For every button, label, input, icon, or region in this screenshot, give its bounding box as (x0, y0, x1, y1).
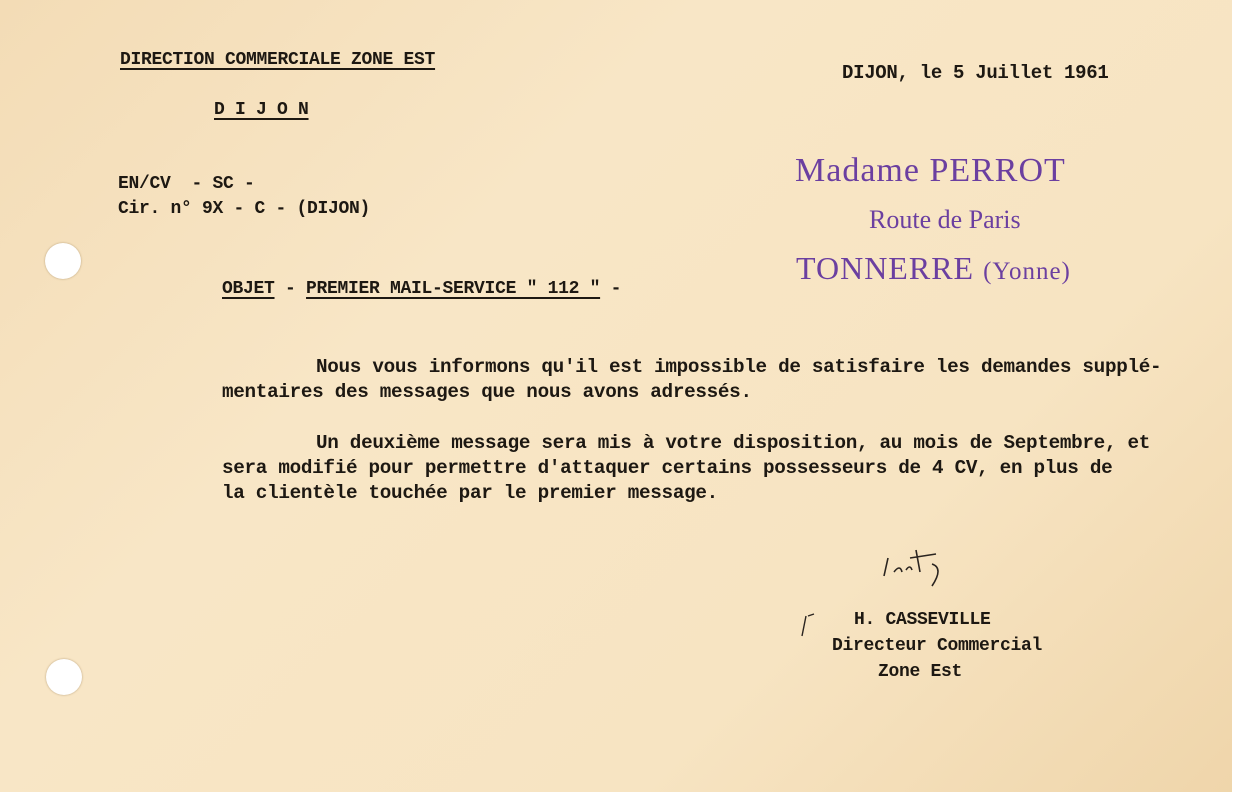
subject-line (222, 279, 621, 299)
body-line: Un deuxième message sera mis à votre disposition, au mois de Septembre, et (316, 432, 1151, 454)
handwritten-signature (870, 538, 980, 588)
recipient-name: Madame PERROT (795, 152, 1066, 189)
body-line: la clientèle touchée par le premier message. (222, 482, 718, 504)
recipient-region: (Yonne) (983, 258, 1071, 285)
signatory-name: H. CASSEVILLE (854, 610, 991, 630)
page-edge (1232, 0, 1238, 800)
page-bottom-edge (0, 792, 1238, 800)
reference-line-1: EN/CV - SC - (118, 174, 255, 194)
punch-hole (45, 243, 81, 279)
signatory-zone: Zone Est (878, 662, 963, 682)
recipient-city: TONNERRE (Yonne) (796, 250, 1071, 286)
department-heading: DIRECTION COMMERCIALE ZONE EST (120, 50, 436, 70)
subject-label: OBJET (222, 279, 275, 299)
subject-text: PREMIER MAIL-SERVICE " 112 " (306, 279, 601, 299)
body-line: Nous vous informons qu'il est impossible de satisfaire les demandes supplé- (316, 356, 1162, 378)
letter-date: DIJON, le 5 Juillet 1961 (842, 62, 1109, 84)
subject-separator: - (274, 279, 307, 299)
recipient-street: Route de Paris (869, 205, 1021, 234)
punch-hole (46, 659, 82, 695)
subject-trailing: - (600, 279, 622, 299)
signatory-title: Directeur Commercial (832, 636, 1043, 656)
city-heading: D I J O N (214, 100, 309, 120)
reference-line-2: Cir. n° 9X - C - (DIJON) (118, 199, 371, 219)
body-line: mentaires des messages que nous avons adressés. (222, 381, 752, 403)
pen-mark (800, 612, 830, 642)
body-line: sera modifié pour permettre d'attaquer certains possesseurs de 4 CV, en plus de (222, 457, 1113, 479)
